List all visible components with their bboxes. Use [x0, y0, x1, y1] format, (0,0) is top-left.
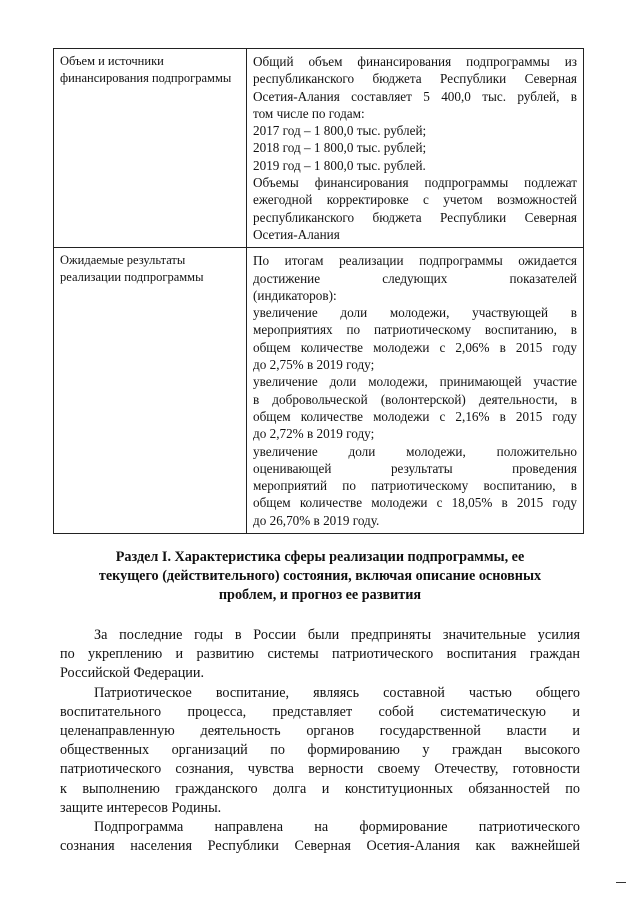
- paragraph-line: За последние годы в России были предприняты значительные усилия: [94, 627, 580, 643]
- margin-mark: [616, 882, 626, 883]
- value-line: мероприятиях по патриотическому воспитанию, в: [253, 322, 577, 338]
- paragraph-line: по укреплению и развитию системы патриотического воспитания граждан: [60, 646, 580, 663]
- value-line: том числе по годам:: [253, 105, 365, 121]
- row-value-results: [247, 248, 584, 534]
- value-line: 2017 год – 1 800,0 тыс. рублей;: [253, 123, 427, 139]
- value-line: республиканского бюджета Республики Северная: [253, 71, 577, 87]
- section-heading: [60, 548, 580, 605]
- value-line: до 2,72% в 2019 году;: [253, 426, 375, 442]
- table-row-financing: [54, 49, 584, 248]
- value-line: 2019 год – 1 800,0 тыс. рублей.: [253, 157, 426, 173]
- value-line: достижение следующих показателей: [253, 270, 577, 286]
- value-line: ежегодной корректировке с учетом возможностей: [253, 192, 577, 208]
- value-line: увеличение доли молодежи, принимающей участие: [253, 374, 577, 390]
- paragraph-line: защите интересов Родины.: [60, 799, 222, 816]
- paragraph-line: общественных организаций по формированию у граждан высокого: [60, 742, 580, 759]
- value-line: (индикаторов):: [253, 287, 337, 303]
- paragraph-line: к выполнению гражданского долга и конституционных обязанностей по: [60, 780, 580, 797]
- value-line: увеличение доли молодежи, участвующей в: [253, 305, 577, 321]
- row-label-financing: Объем и источники финансирования подпрограммы: [54, 49, 247, 248]
- value-line: увеличение доли молодежи, положительно: [253, 443, 577, 459]
- paragraph-line: Подпрограмма направлена на формирование патриотического: [94, 819, 580, 836]
- paragraph-line: сознания населения Республики Северная Осетия-Алания как важнейшей: [60, 838, 580, 855]
- paragraph-line: Патриотическое воспитание, являясь составной частью общего: [94, 684, 580, 701]
- heading-line: Раздел I. Характеристика сферы реализации подпрограммы, ее: [115, 549, 525, 565]
- value-line: Осетия-Алания: [253, 226, 340, 242]
- value-line: до 2,75% в 2019 году;: [253, 357, 375, 373]
- row-value-financing: [247, 49, 584, 248]
- value-line: до 26,70% в 2019 году.: [253, 512, 380, 528]
- value-line: Объемы финансирования подпрограммы подлежат: [253, 175, 577, 191]
- paragraph-line: патриотического сознания, чувства верности своему Отечеству, готовности: [60, 761, 580, 778]
- value-line: в добровольческой (волонтерской) деятельности, в: [253, 391, 577, 407]
- paragraph-line: воспитательного процесса, представляет собой систематическую и: [60, 703, 580, 720]
- heading-line: проблем, и прогноз ее развития: [218, 587, 422, 603]
- value-line: общем количестве молодежи с 2,16% в 2015 году: [253, 408, 577, 424]
- value-line: Осетия-Алания составляет 5 400,0 тыс. рублей, в: [253, 88, 577, 104]
- passport-table: [53, 48, 584, 534]
- body-text: [60, 626, 580, 856]
- value-line: По итогам реализации подпрограммы ожидается: [253, 253, 577, 269]
- paragraph-line: целенаправленную деятельность органов государственной власти и: [60, 723, 580, 740]
- value-line: общем количестве молодежи с 2,06% в 2015 году: [253, 339, 577, 355]
- heading-line: текущего (действительного) состояния, включая описание основных: [98, 568, 542, 584]
- value-line: оценивающей результаты проведения: [253, 460, 577, 476]
- value-line: республиканского бюджета Республики Северная: [253, 209, 577, 225]
- table-row-results: [54, 248, 584, 534]
- value-line: Общий объем финансирования подпрограммы из: [253, 54, 577, 69]
- value-line: общем количестве молодежи с 18,05% в 2015 году: [253, 495, 577, 511]
- row-label-results: Ожидаемые результаты реализации подпрограммы: [54, 248, 247, 534]
- paragraph-line: Российской Федерации.: [60, 665, 205, 682]
- value-line: 2018 год – 1 800,0 тыс. рублей;: [253, 140, 427, 156]
- value-line: мероприятий по патриотическому воспитанию, в: [253, 478, 577, 494]
